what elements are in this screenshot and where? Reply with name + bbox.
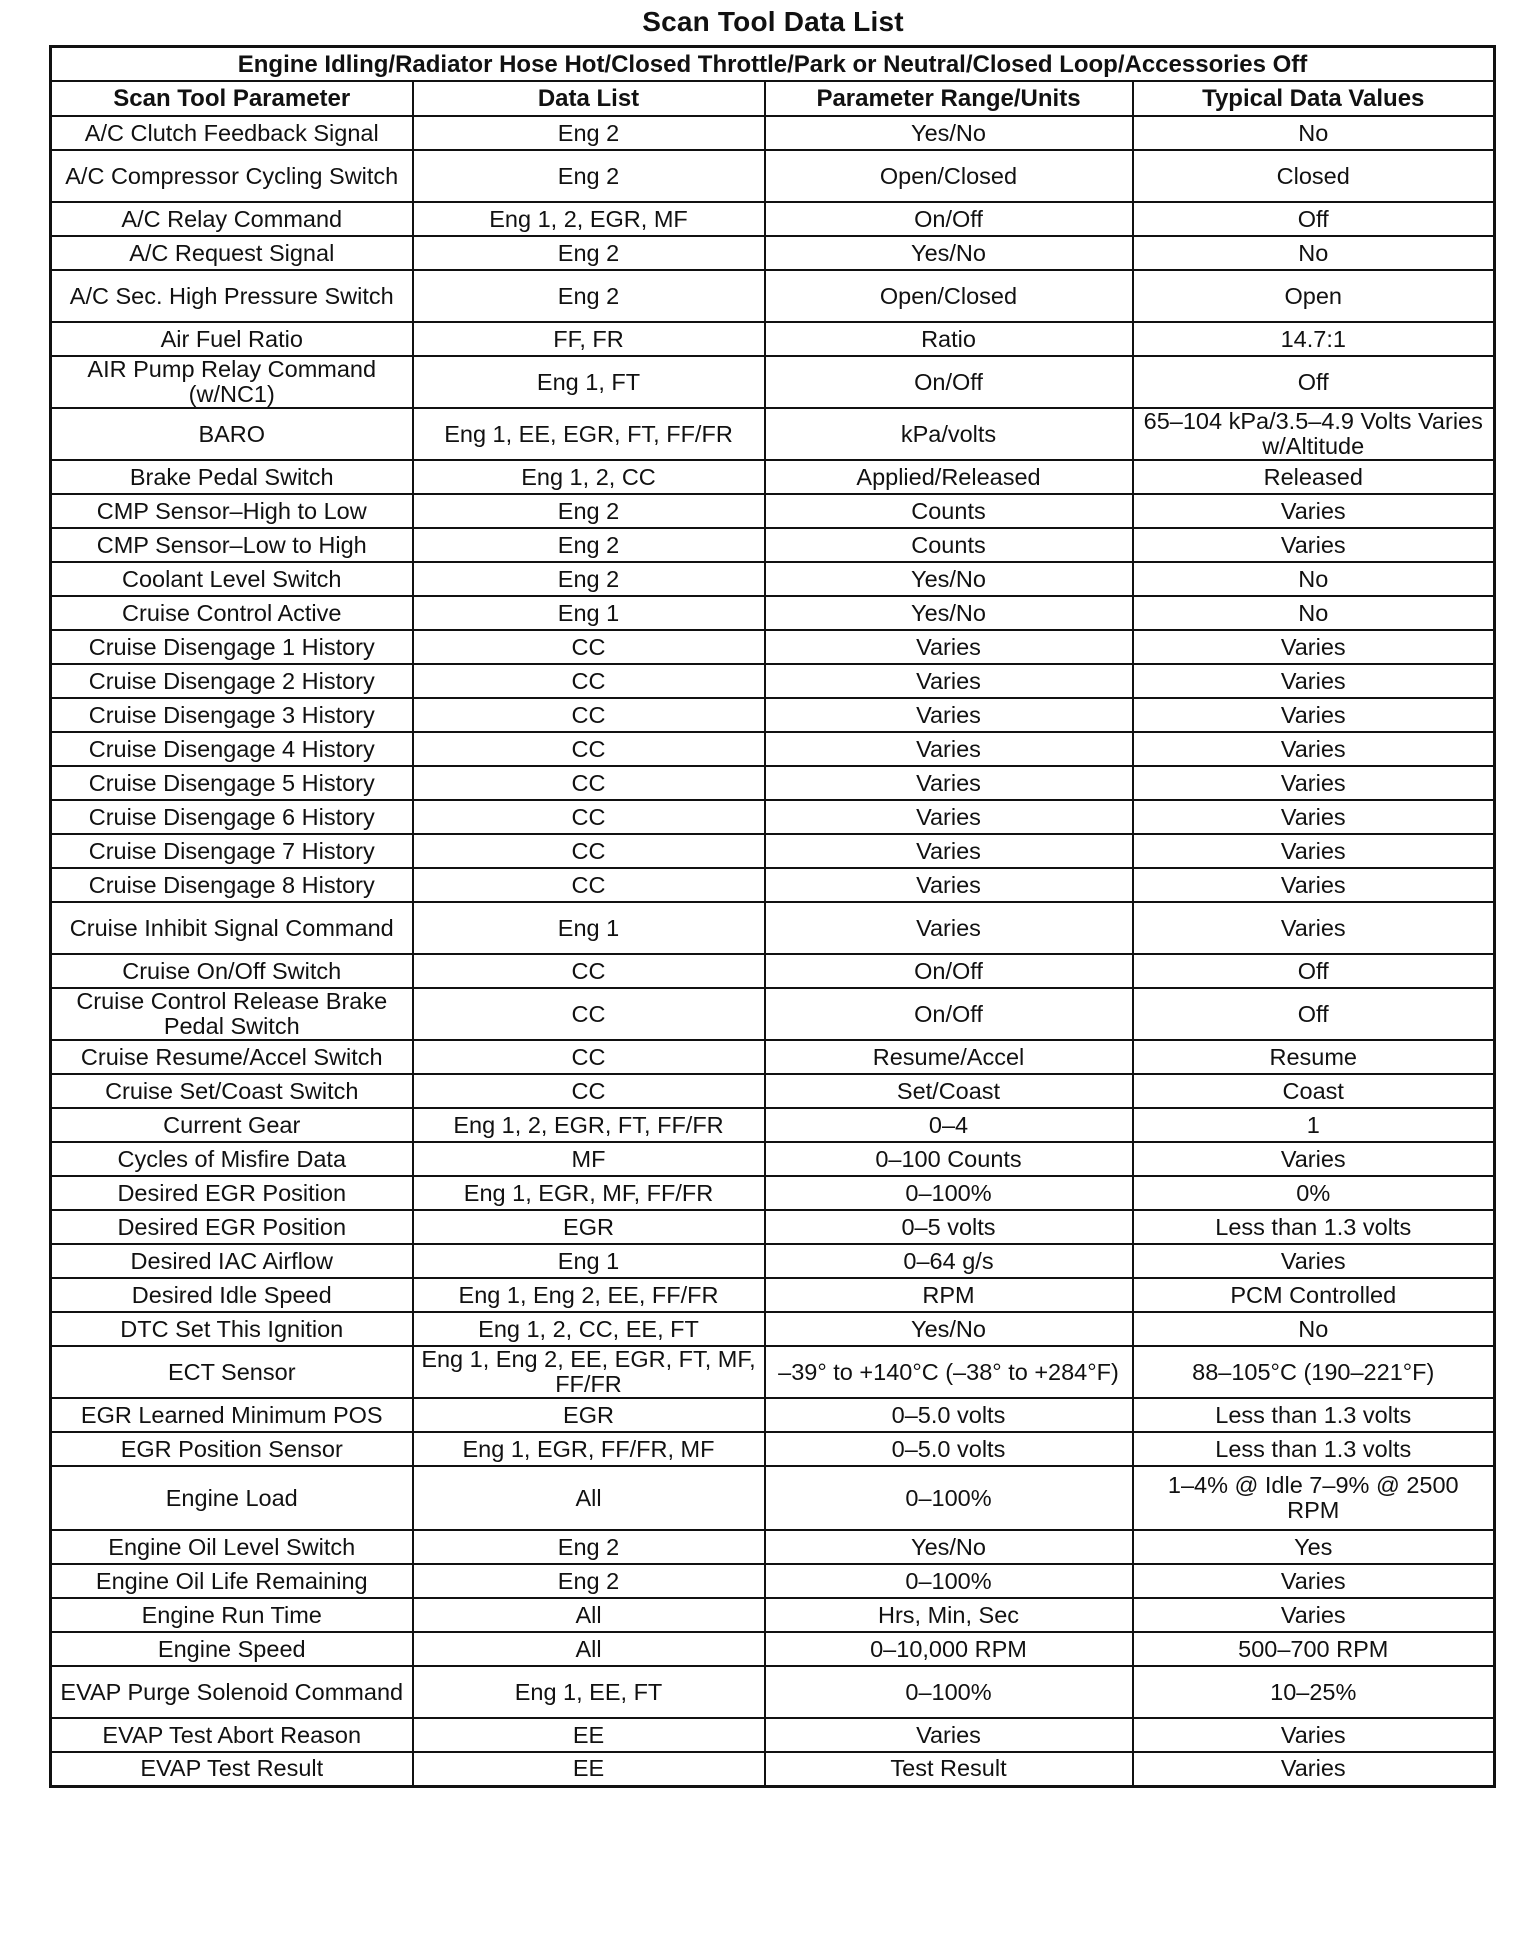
cell-data-list: MF bbox=[413, 1142, 765, 1176]
cell-parameter: BARO bbox=[51, 408, 413, 460]
cell-data-list: Eng 1, EE, FT bbox=[413, 1666, 765, 1718]
cell-parameter: Desired IAC Airflow bbox=[51, 1244, 413, 1278]
cell-typical-value: PCM Controlled bbox=[1133, 1278, 1495, 1312]
table-row bbox=[51, 460, 1495, 494]
cell-typical-value: Yes bbox=[1133, 1530, 1495, 1564]
cell-range-units: 0–5.0 volts bbox=[765, 1432, 1133, 1466]
cell-data-list: Eng 1 bbox=[413, 1244, 765, 1278]
cell-range-units: 0–100% bbox=[765, 1176, 1133, 1210]
cell-parameter: Cruise Set/Coast Switch bbox=[51, 1074, 413, 1108]
cell-typical-value: Varies bbox=[1133, 732, 1495, 766]
table-row bbox=[51, 988, 1495, 1040]
cell-parameter: Cruise Disengage 4 History bbox=[51, 732, 413, 766]
cell-parameter: Cruise Control Active bbox=[51, 596, 413, 630]
cell-range-units: On/Off bbox=[765, 988, 1133, 1040]
cell-parameter: A/C Compressor Cycling Switch bbox=[51, 150, 413, 202]
cell-parameter: Cruise Disengage 1 History bbox=[51, 630, 413, 664]
cell-typical-value: 88–105°C (190–221°F) bbox=[1133, 1346, 1495, 1398]
cell-data-list: CC bbox=[413, 1074, 765, 1108]
cell-parameter: A/C Clutch Feedback Signal bbox=[51, 116, 413, 150]
cell-range-units: Yes/No bbox=[765, 1312, 1133, 1346]
cell-typical-value: Varies bbox=[1133, 1718, 1495, 1752]
cell-parameter: Brake Pedal Switch bbox=[51, 460, 413, 494]
table-row bbox=[51, 1530, 1495, 1564]
cell-parameter: Air Fuel Ratio bbox=[51, 322, 413, 356]
cell-typical-value: 14.7:1 bbox=[1133, 322, 1495, 356]
cell-typical-value: 65–104 kPa/3.5–4.9 Volts Varies w/Altitude bbox=[1133, 408, 1495, 460]
cell-parameter: Cruise Disengage 6 History bbox=[51, 800, 413, 834]
cell-range-units: Yes/No bbox=[765, 236, 1133, 270]
table-row bbox=[51, 1040, 1495, 1074]
cell-range-units: Varies bbox=[765, 868, 1133, 902]
table-row bbox=[51, 630, 1495, 664]
scan-tool-data-table bbox=[49, 45, 1496, 1788]
cell-typical-value: 10–25% bbox=[1133, 1666, 1495, 1718]
cell-typical-value: No bbox=[1133, 562, 1495, 596]
cell-range-units: On/Off bbox=[765, 202, 1133, 236]
cell-range-units: Hrs, Min, Sec bbox=[765, 1598, 1133, 1632]
cell-range-units: Varies bbox=[765, 766, 1133, 800]
table-row bbox=[51, 766, 1495, 800]
cell-data-list: CC bbox=[413, 664, 765, 698]
cell-parameter: Desired EGR Position bbox=[51, 1210, 413, 1244]
table-row bbox=[51, 236, 1495, 270]
cell-data-list: CC bbox=[413, 732, 765, 766]
cell-parameter: Desired EGR Position bbox=[51, 1176, 413, 1210]
cell-range-units: –39° to +140°C (–38° to +284°F) bbox=[765, 1346, 1133, 1398]
cell-data-list: All bbox=[413, 1466, 765, 1530]
cell-typical-value: Varies bbox=[1133, 868, 1495, 902]
cell-range-units: Varies bbox=[765, 664, 1133, 698]
cell-data-list: Eng 1, EE, EGR, FT, FF/FR bbox=[413, 408, 765, 460]
cell-range-units: 0–64 g/s bbox=[765, 1244, 1133, 1278]
cell-range-units: Applied/Released bbox=[765, 460, 1133, 494]
cell-parameter: Engine Oil Life Remaining bbox=[51, 1564, 413, 1598]
cell-range-units: Varies bbox=[765, 698, 1133, 732]
cell-data-list: CC bbox=[413, 1040, 765, 1074]
table-row bbox=[51, 1632, 1495, 1666]
table-row bbox=[51, 528, 1495, 562]
cell-parameter: EVAP Test Result bbox=[51, 1752, 413, 1786]
cell-parameter: Cruise Disengage 2 History bbox=[51, 664, 413, 698]
cell-typical-value: Varies bbox=[1133, 1564, 1495, 1598]
conditions-header: Engine Idling/Radiator Hose Hot/Closed Throttle/Park or Neutral/Closed Loop/Accessories Off bbox=[51, 47, 1495, 82]
table-row bbox=[51, 150, 1495, 202]
cell-parameter: EGR Learned Minimum POS bbox=[51, 1398, 413, 1432]
cell-range-units: 0–100% bbox=[765, 1666, 1133, 1718]
cell-typical-value: Varies bbox=[1133, 766, 1495, 800]
cell-data-list: CC bbox=[413, 630, 765, 664]
cell-range-units: Yes/No bbox=[765, 1530, 1133, 1564]
table-row bbox=[51, 1598, 1495, 1632]
cell-data-list: Eng 2 bbox=[413, 270, 765, 322]
cell-parameter: Cruise Disengage 3 History bbox=[51, 698, 413, 732]
column-header-typical-values: Typical Data Values bbox=[1133, 81, 1495, 116]
table-row bbox=[51, 1074, 1495, 1108]
cell-typical-value: Less than 1.3 volts bbox=[1133, 1398, 1495, 1432]
cell-parameter: EGR Position Sensor bbox=[51, 1432, 413, 1466]
table-row bbox=[51, 954, 1495, 988]
table-row bbox=[51, 202, 1495, 236]
cell-parameter: Cruise On/Off Switch bbox=[51, 954, 413, 988]
cell-parameter: Engine Load bbox=[51, 1466, 413, 1530]
cell-typical-value: No bbox=[1133, 596, 1495, 630]
cell-data-list: Eng 1, 2, CC bbox=[413, 460, 765, 494]
cell-range-units: 0–100% bbox=[765, 1564, 1133, 1598]
cell-data-list: Eng 1, 2, EGR, MF bbox=[413, 202, 765, 236]
cell-data-list: Eng 1, EGR, FF/FR, MF bbox=[413, 1432, 765, 1466]
cell-data-list: All bbox=[413, 1598, 765, 1632]
cell-parameter: EVAP Test Abort Reason bbox=[51, 1718, 413, 1752]
cell-typical-value: Off bbox=[1133, 988, 1495, 1040]
cell-typical-value: Varies bbox=[1133, 834, 1495, 868]
cell-data-list: EE bbox=[413, 1752, 765, 1786]
cell-data-list: Eng 2 bbox=[413, 562, 765, 596]
cell-range-units: Varies bbox=[765, 902, 1133, 954]
cell-typical-value: No bbox=[1133, 236, 1495, 270]
table-row bbox=[51, 1244, 1495, 1278]
cell-typical-value: 1–4% @ Idle 7–9% @ 2500 RPM bbox=[1133, 1466, 1495, 1530]
table-row bbox=[51, 408, 1495, 460]
cell-typical-value: 1 bbox=[1133, 1108, 1495, 1142]
cell-parameter: EVAP Purge Solenoid Command bbox=[51, 1666, 413, 1718]
cell-range-units: Varies bbox=[765, 630, 1133, 664]
table-row bbox=[51, 800, 1495, 834]
cell-parameter: Cruise Inhibit Signal Command bbox=[51, 902, 413, 954]
table-row bbox=[51, 1432, 1495, 1466]
cell-typical-value: Varies bbox=[1133, 664, 1495, 698]
cell-range-units: 0–100% bbox=[765, 1466, 1133, 1530]
cell-parameter: A/C Relay Command bbox=[51, 202, 413, 236]
cell-parameter: Cruise Disengage 8 History bbox=[51, 868, 413, 902]
cell-parameter: ECT Sensor bbox=[51, 1346, 413, 1398]
table-row bbox=[51, 270, 1495, 322]
cell-data-list: CC bbox=[413, 954, 765, 988]
cell-typical-value: Released bbox=[1133, 460, 1495, 494]
cell-range-units: 0–5.0 volts bbox=[765, 1398, 1133, 1432]
column-header-data-list: Data List bbox=[413, 81, 765, 116]
cell-data-list: Eng 2 bbox=[413, 1530, 765, 1564]
table-row bbox=[51, 1398, 1495, 1432]
cell-range-units: kPa/volts bbox=[765, 408, 1133, 460]
table-row bbox=[51, 494, 1495, 528]
cell-typical-value: Varies bbox=[1133, 1142, 1495, 1176]
table-row bbox=[51, 868, 1495, 902]
cell-typical-value: Varies bbox=[1133, 698, 1495, 732]
cell-typical-value: Closed bbox=[1133, 150, 1495, 202]
cell-range-units: Varies bbox=[765, 800, 1133, 834]
table-row bbox=[51, 664, 1495, 698]
cell-typical-value: No bbox=[1133, 1312, 1495, 1346]
column-header-row bbox=[51, 81, 1495, 116]
column-header-range-units: Parameter Range/Units bbox=[765, 81, 1133, 116]
cell-parameter: Current Gear bbox=[51, 1108, 413, 1142]
table-row bbox=[51, 902, 1495, 954]
cell-data-list: EE bbox=[413, 1718, 765, 1752]
cell-data-list: FF, FR bbox=[413, 322, 765, 356]
cell-parameter: Cruise Resume/Accel Switch bbox=[51, 1040, 413, 1074]
cell-data-list: Eng 2 bbox=[413, 116, 765, 150]
cell-data-list: CC bbox=[413, 800, 765, 834]
cell-typical-value: Varies bbox=[1133, 528, 1495, 562]
cell-typical-value: Coast bbox=[1133, 1074, 1495, 1108]
cell-data-list: Eng 1, EGR, MF, FF/FR bbox=[413, 1176, 765, 1210]
table-row bbox=[51, 562, 1495, 596]
cell-data-list: Eng 1, Eng 2, EE, EGR, FT, MF, FF/FR bbox=[413, 1346, 765, 1398]
cell-data-list: Eng 1, 2, EGR, FT, FF/FR bbox=[413, 1108, 765, 1142]
cell-data-list: CC bbox=[413, 698, 765, 732]
cell-parameter: Engine Speed bbox=[51, 1632, 413, 1666]
cell-range-units: Test Result bbox=[765, 1752, 1133, 1786]
table-row bbox=[51, 1278, 1495, 1312]
cell-range-units: Resume/Accel bbox=[765, 1040, 1133, 1074]
cell-parameter: Engine Oil Level Switch bbox=[51, 1530, 413, 1564]
cell-parameter: AIR Pump Relay Command (w/NC1) bbox=[51, 356, 413, 408]
cell-range-units: Set/Coast bbox=[765, 1074, 1133, 1108]
cell-range-units: Ratio bbox=[765, 322, 1133, 356]
cell-data-list: Eng 2 bbox=[413, 1564, 765, 1598]
cell-parameter: DTC Set This Ignition bbox=[51, 1312, 413, 1346]
cell-data-list: Eng 1 bbox=[413, 902, 765, 954]
cell-typical-value: Varies bbox=[1133, 800, 1495, 834]
cell-typical-value: Resume bbox=[1133, 1040, 1495, 1074]
cell-data-list: Eng 2 bbox=[413, 494, 765, 528]
cell-range-units: RPM bbox=[765, 1278, 1133, 1312]
cell-typical-value: Off bbox=[1133, 356, 1495, 408]
table-row bbox=[51, 1718, 1495, 1752]
cell-range-units: 0–10,000 RPM bbox=[765, 1632, 1133, 1666]
cell-typical-value: Off bbox=[1133, 202, 1495, 236]
cell-range-units: Yes/No bbox=[765, 562, 1133, 596]
cell-typical-value: Less than 1.3 volts bbox=[1133, 1432, 1495, 1466]
cell-range-units: 0–100 Counts bbox=[765, 1142, 1133, 1176]
cell-parameter: CMP Sensor–Low to High bbox=[51, 528, 413, 562]
cell-range-units: Open/Closed bbox=[765, 270, 1133, 322]
table-row bbox=[51, 1210, 1495, 1244]
cell-typical-value: Varies bbox=[1133, 630, 1495, 664]
cell-typical-value: 500–700 RPM bbox=[1133, 1632, 1495, 1666]
column-header-parameter: Scan Tool Parameter bbox=[51, 81, 413, 116]
table-row bbox=[51, 698, 1495, 732]
cell-parameter: Coolant Level Switch bbox=[51, 562, 413, 596]
table-row bbox=[51, 116, 1495, 150]
cell-range-units: Yes/No bbox=[765, 596, 1133, 630]
table-row bbox=[51, 1176, 1495, 1210]
cell-range-units: Varies bbox=[765, 834, 1133, 868]
cell-typical-value: Off bbox=[1133, 954, 1495, 988]
cell-typical-value: Varies bbox=[1133, 902, 1495, 954]
cell-data-list: Eng 1, Eng 2, EE, FF/FR bbox=[413, 1278, 765, 1312]
cell-range-units: Counts bbox=[765, 528, 1133, 562]
cell-data-list: Eng 1, FT bbox=[413, 356, 765, 408]
table-row bbox=[51, 1142, 1495, 1176]
table-row bbox=[51, 322, 1495, 356]
table-row bbox=[51, 1346, 1495, 1398]
cell-data-list: EGR bbox=[413, 1210, 765, 1244]
cell-range-units: 0–4 bbox=[765, 1108, 1133, 1142]
cell-data-list: EGR bbox=[413, 1398, 765, 1432]
cell-parameter: Cruise Control Release Brake Pedal Switch bbox=[51, 988, 413, 1040]
cell-data-list: CC bbox=[413, 868, 765, 902]
cell-parameter: Cruise Disengage 5 History bbox=[51, 766, 413, 800]
cell-data-list: Eng 2 bbox=[413, 150, 765, 202]
cell-range-units: Yes/No bbox=[765, 116, 1133, 150]
cell-data-list: Eng 1 bbox=[413, 596, 765, 630]
cell-typical-value: Varies bbox=[1133, 1598, 1495, 1632]
cell-data-list: All bbox=[413, 1632, 765, 1666]
cell-range-units: On/Off bbox=[765, 954, 1133, 988]
cell-parameter: Cycles of Misfire Data bbox=[51, 1142, 413, 1176]
table-body bbox=[51, 116, 1495, 1786]
cell-data-list: Eng 2 bbox=[413, 236, 765, 270]
cell-parameter: A/C Sec. High Pressure Switch bbox=[51, 270, 413, 322]
cell-typical-value: Open bbox=[1133, 270, 1495, 322]
cell-typical-value: Varies bbox=[1133, 1244, 1495, 1278]
cell-range-units: On/Off bbox=[765, 356, 1133, 408]
cell-typical-value: Less than 1.3 volts bbox=[1133, 1210, 1495, 1244]
table-row bbox=[51, 1466, 1495, 1530]
cell-typical-value: No bbox=[1133, 116, 1495, 150]
cell-parameter: Cruise Disengage 7 History bbox=[51, 834, 413, 868]
cell-data-list: CC bbox=[413, 834, 765, 868]
table-row bbox=[51, 834, 1495, 868]
cell-parameter: Engine Run Time bbox=[51, 1598, 413, 1632]
conditions-row bbox=[51, 47, 1495, 82]
cell-range-units: Varies bbox=[765, 732, 1133, 766]
cell-range-units: 0–5 volts bbox=[765, 1210, 1133, 1244]
cell-data-list: Eng 2 bbox=[413, 528, 765, 562]
table-row bbox=[51, 1666, 1495, 1718]
cell-parameter: Desired Idle Speed bbox=[51, 1278, 413, 1312]
cell-data-list: CC bbox=[413, 766, 765, 800]
cell-data-list: Eng 1, 2, CC, EE, FT bbox=[413, 1312, 765, 1346]
table-row bbox=[51, 732, 1495, 766]
cell-range-units: Varies bbox=[765, 1718, 1133, 1752]
cell-typical-value: Varies bbox=[1133, 494, 1495, 528]
cell-parameter: CMP Sensor–High to Low bbox=[51, 494, 413, 528]
cell-typical-value: Varies bbox=[1133, 1752, 1495, 1786]
page-title: Scan Tool Data List bbox=[642, 6, 904, 37]
table-row bbox=[51, 596, 1495, 630]
cell-typical-value: 0% bbox=[1133, 1176, 1495, 1210]
cell-range-units: Open/Closed bbox=[765, 150, 1133, 202]
table-row bbox=[51, 356, 1495, 408]
table-row bbox=[51, 1564, 1495, 1598]
cell-parameter: A/C Request Signal bbox=[51, 236, 413, 270]
table-row bbox=[51, 1752, 1495, 1786]
cell-data-list: CC bbox=[413, 988, 765, 1040]
table-row bbox=[51, 1108, 1495, 1142]
table-row bbox=[51, 1312, 1495, 1346]
cell-range-units: Counts bbox=[765, 494, 1133, 528]
